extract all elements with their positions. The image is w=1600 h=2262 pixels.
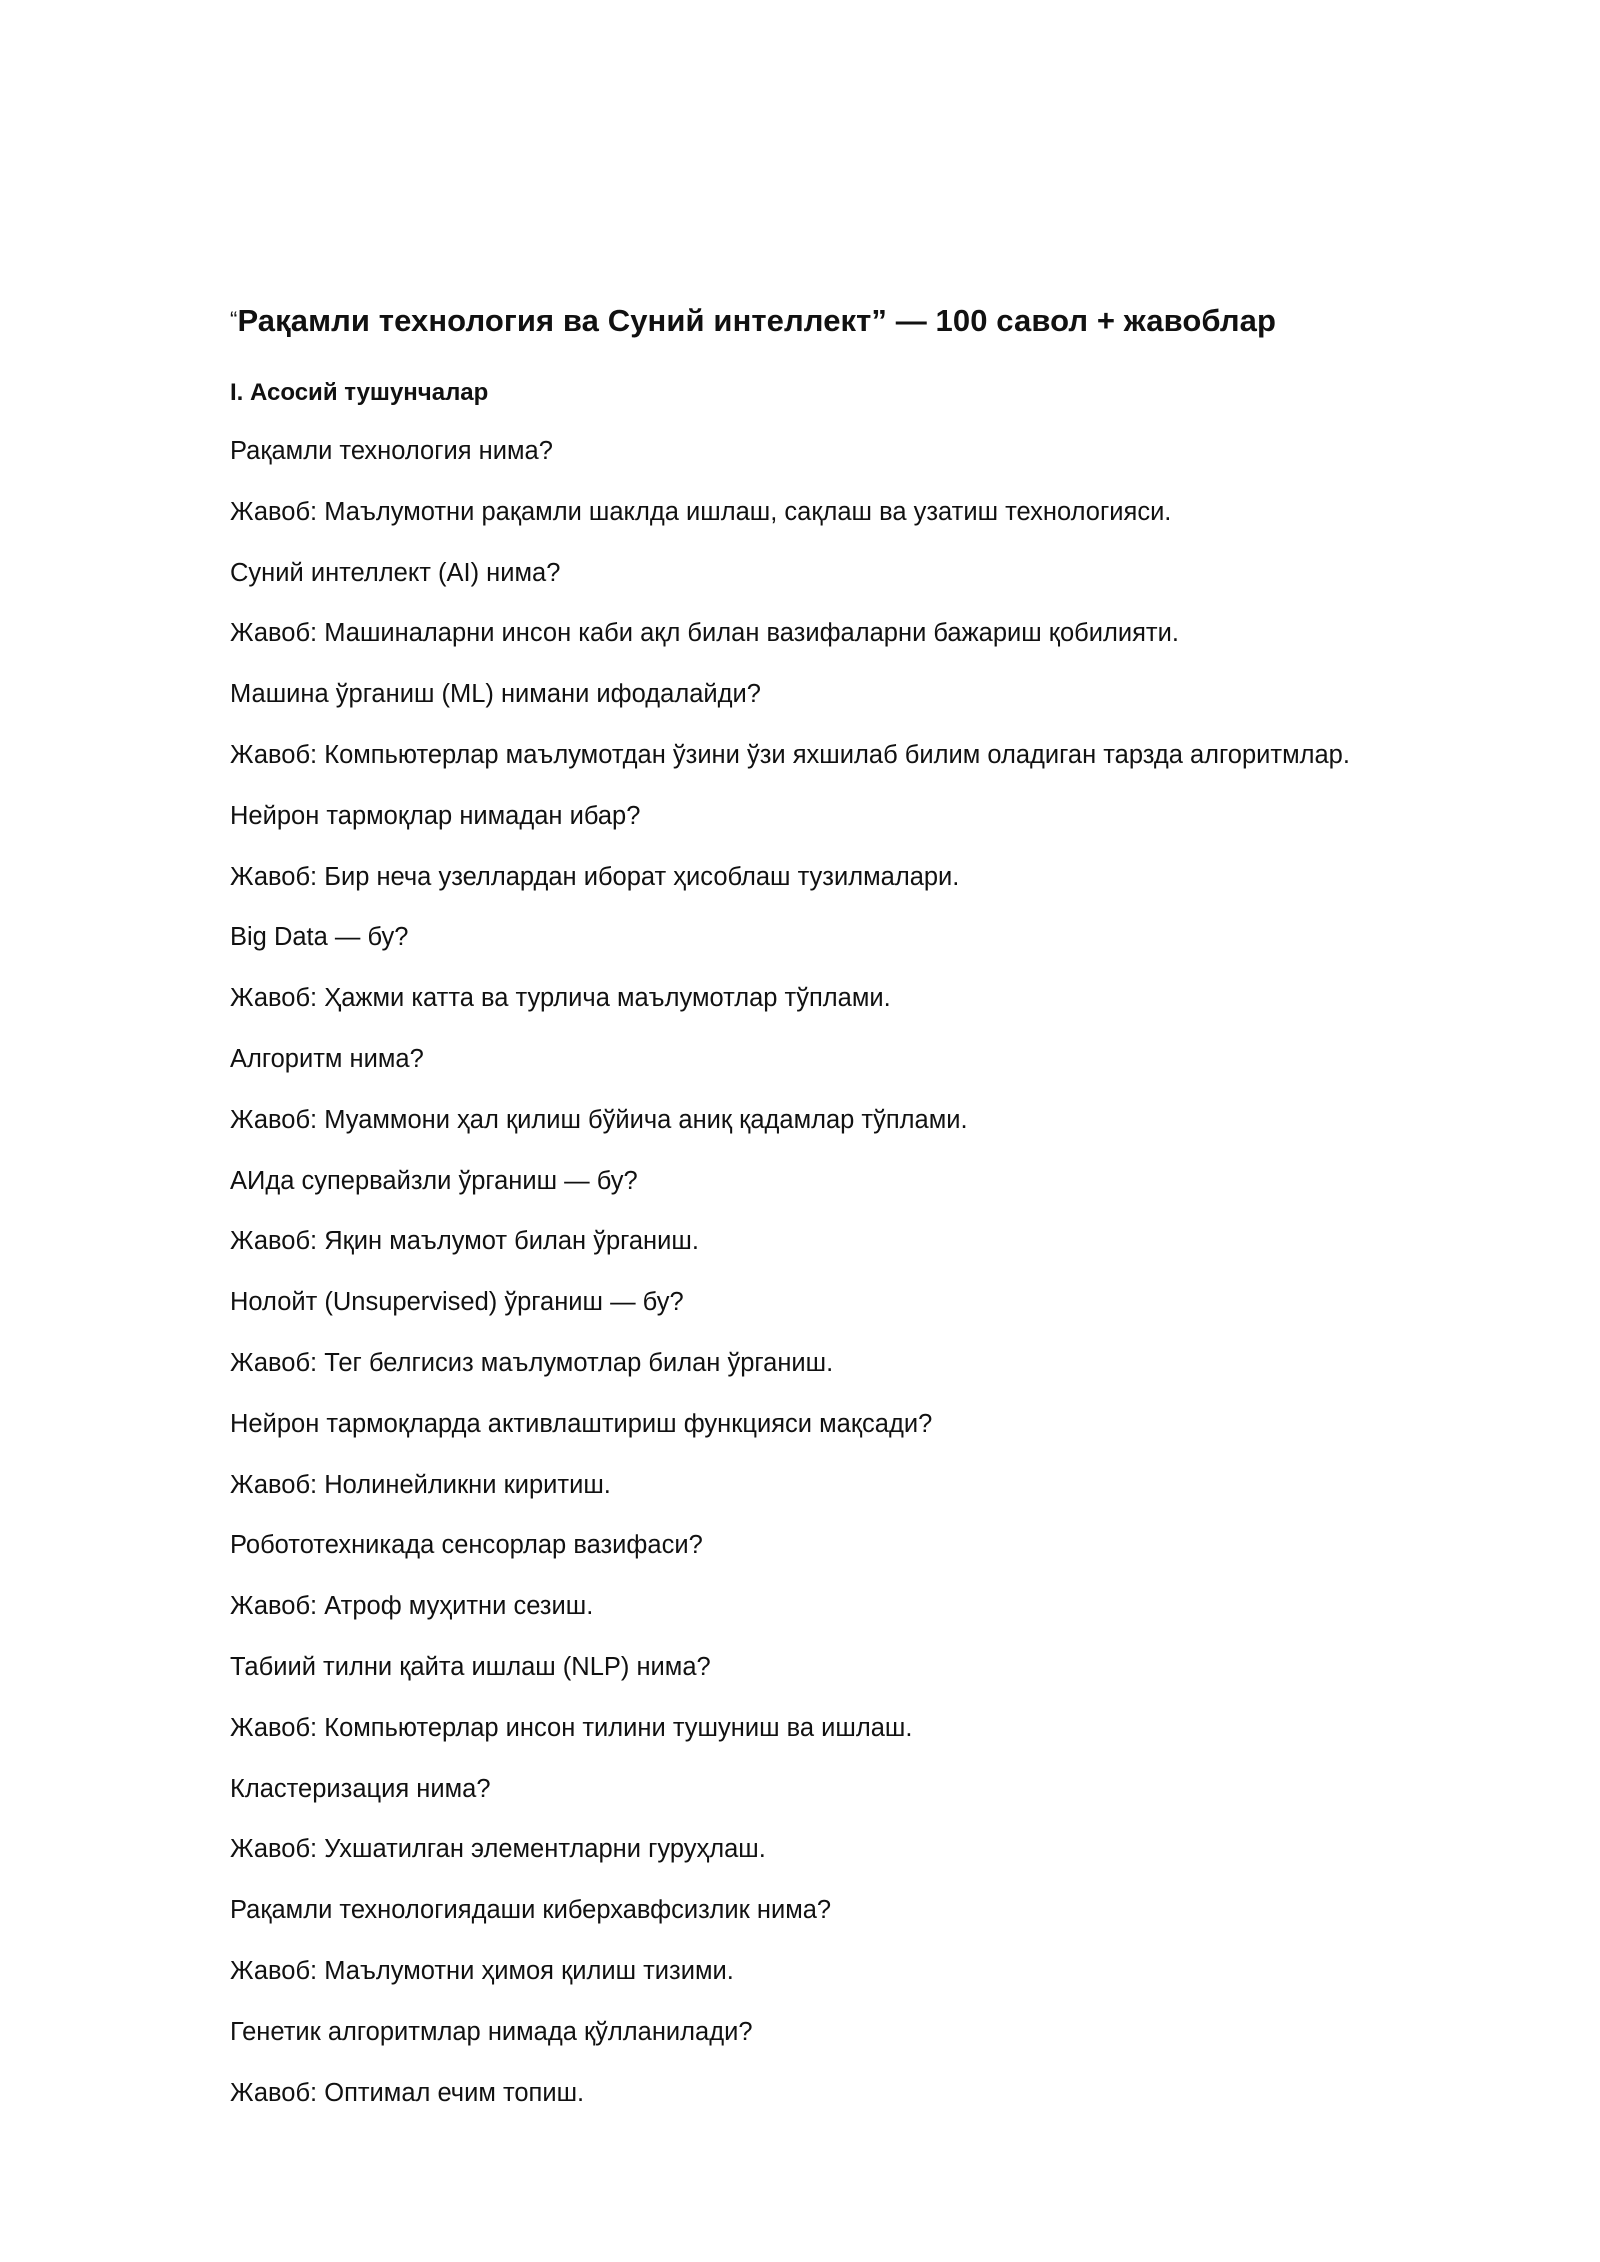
question-line: Нейрон тармоқларда активлаштириш функцияси мақсади? <box>230 1409 933 1438</box>
answer-line: Жавоб: Муаммони ҳал қилиш бўйича аниқ қадамлар тўплами. <box>230 1105 968 1134</box>
answer-line: Жавоб: Атроф муҳитни сезиш. <box>230 1592 594 1621</box>
answer-line: Жавоб: Тег белгисиз маълумотлар билан ўрганиш. <box>230 1348 834 1377</box>
question-line: Нейрон тармоқлар нимадан ибар? <box>230 801 641 830</box>
question-line: Генетик алгоритмлар нимада қўлланилади? <box>230 2017 753 2046</box>
question-line: Рақамли технология нима? <box>230 437 553 465</box>
title-open-quote: “ <box>230 307 238 332</box>
answer-line: Жавоб: Ҳажми катта ва турлича маълумотлар тўплами. <box>230 984 891 1013</box>
answer-line: Жавоб: Оптимал ечим топиш. <box>230 2078 585 2107</box>
answer-line: Жавоб: Компьютерлар маълумотдан ўзини ўзи яхшилаб билим оладиган тарзда алгоритмлар. <box>230 740 1350 769</box>
answer-line: Жавоб: Бир неча узеллардан иборат ҳисоблаш тузилмалари. <box>230 862 960 891</box>
question-line: Big Data — бу? <box>230 923 409 952</box>
section-heading: I. Асосий тушунчалар <box>230 379 489 406</box>
answer-line: Жавоб: Нолинейликни киритиш. <box>230 1470 611 1499</box>
answer-line: Жавоб: Ухшатилган элементларни гуруҳлаш. <box>230 1835 766 1864</box>
answer-line: Жавоб: Яқин маълумот билан ўрганиш. <box>230 1227 699 1256</box>
question-line: Нолойт (Unsupervised) ўрганиш — бу? <box>230 1288 684 1317</box>
answer-line: Жавоб: Маълумотни рақамли шаклда ишлаш, сақлаш ва узатиш технологияси. <box>230 497 1172 526</box>
question-line: Робототехникада сенсорлар вазифаси? <box>230 1531 703 1560</box>
question-line: Суний интеллект (AI) нима? <box>230 558 561 587</box>
question-line: Кластеризация нима? <box>230 1774 491 1803</box>
question-line: Алгоритм нима? <box>230 1044 424 1073</box>
question-line: Машина ўрганиш (ML) нимани ифодалайди? <box>230 680 761 709</box>
document-title <box>230 300 1276 341</box>
title-text: Рақамли технология ва Суний интеллект” — 100 савол + жавоблар <box>237 303 1277 338</box>
answer-line: Жавоб: Маълумотни ҳимоя қилиш тизими. <box>230 1956 734 1985</box>
question-line: Табиий тилни қайта ишлаш (NLP) нима? <box>230 1652 711 1681</box>
qa-list <box>230 434 1510 2136</box>
answer-line: Жавоб: Компьютерлар инсон тилини тушуниш ва ишлаш. <box>230 1713 913 1742</box>
answer-line: Жавоб: Машиналарни инсон каби ақл билан вазифаларни бажариш қобилияти. <box>230 619 1179 648</box>
question-line: Рақамли технологиядаши киберхавфсизлик нима? <box>230 1896 832 1925</box>
question-line: АИда супервайзли ўрганиш — бу? <box>230 1166 638 1195</box>
